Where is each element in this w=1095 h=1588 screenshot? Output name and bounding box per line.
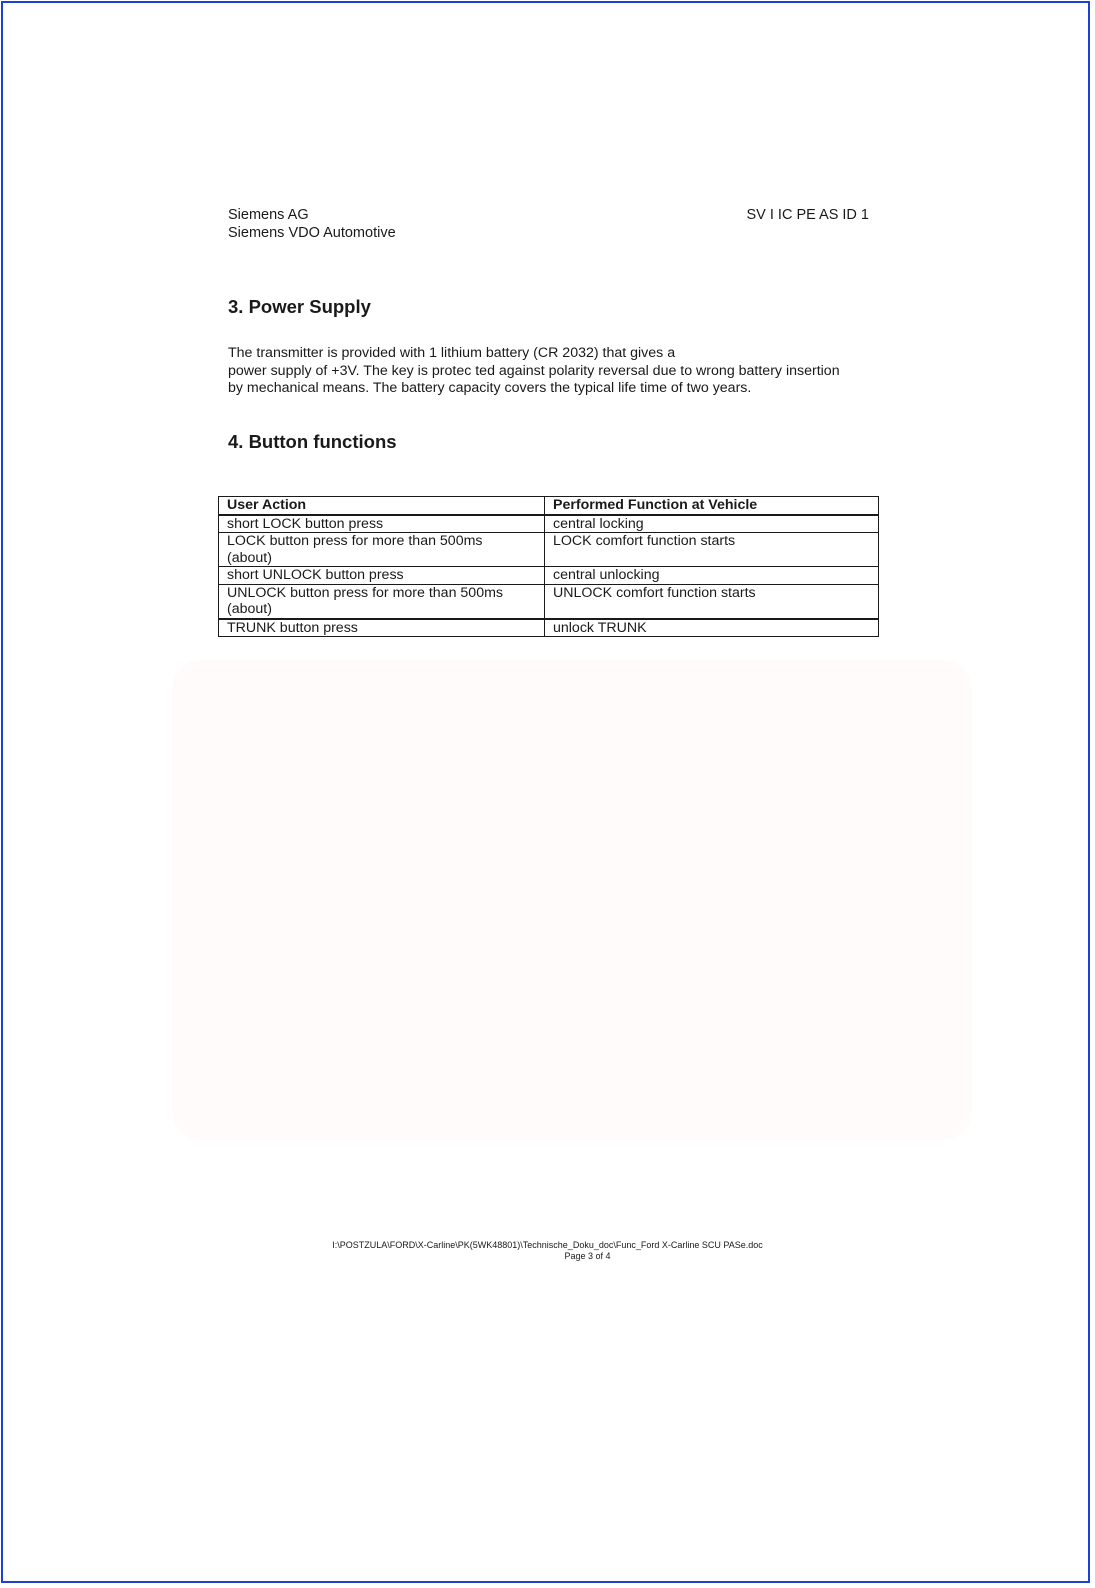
cell-note: (about) — [227, 549, 272, 566]
company-name: Siemens AG — [228, 207, 309, 223]
button-functions-table — [218, 496, 879, 637]
cell-text: LOCK button press for more than 500ms — [227, 533, 483, 549]
cell-user-action — [219, 584, 545, 619]
cell-user-action — [219, 533, 545, 567]
power-supply-paragraph — [228, 345, 878, 398]
table-row — [219, 533, 879, 567]
header-user-action: User Action — [219, 497, 545, 515]
footer-file-path: I:\POSTZULA\FORD\X-Carline\PK(5WK48801)\Technische_Doku_doc\Func_Ford X-Carline SCU PASe.doc — [332, 1240, 763, 1250]
header-company — [228, 206, 396, 242]
header-doc-ref: SV I IC PE AS ID 1 — [746, 207, 869, 223]
cell-function: unlock TRUNK — [545, 619, 879, 637]
cell-function: UNLOCK comfort function starts — [545, 584, 879, 619]
cell-user-action: short UNLOCK button press — [219, 567, 545, 585]
cell-text: UNLOCK button press for more than 500ms — [227, 584, 503, 601]
cell-function: LOCK comfort function starts — [545, 533, 879, 567]
paragraph-line: The transmitter is provided with 1 lithium battery (CR 2032) that gives a — [228, 345, 676, 361]
page-footer — [0, 1240, 1095, 1262]
table-row — [219, 567, 879, 585]
function-table — [218, 496, 879, 637]
table-row — [219, 619, 879, 637]
erased-area — [172, 660, 972, 1140]
table-row — [219, 515, 879, 533]
table-header-row — [219, 497, 879, 515]
cell-user-action: short LOCK button press — [219, 515, 545, 533]
header-performed-function: Performed Function at Vehicle — [545, 497, 879, 515]
paragraph-line: power supply of +3V. The key is protec ted against polarity reversal due to wrong battery insertion — [228, 362, 840, 379]
table-row — [219, 584, 879, 619]
cell-note: (about) — [227, 601, 272, 617]
cell-function: central unlocking — [545, 567, 879, 585]
section-title-power-supply: 3. Power Supply — [228, 296, 371, 317]
paragraph-line: by mechanical means. The battery capacity covers the typical life time of two years. — [228, 380, 752, 396]
cell-user-action: TRUNK button press — [219, 619, 545, 637]
section-title-button-functions: 4. Button functions — [228, 431, 397, 452]
company-division: Siemens VDO Automotive — [228, 225, 396, 241]
footer-page-number: Page 3 of 4 — [564, 1251, 611, 1261]
cell-function: central locking — [545, 515, 879, 533]
